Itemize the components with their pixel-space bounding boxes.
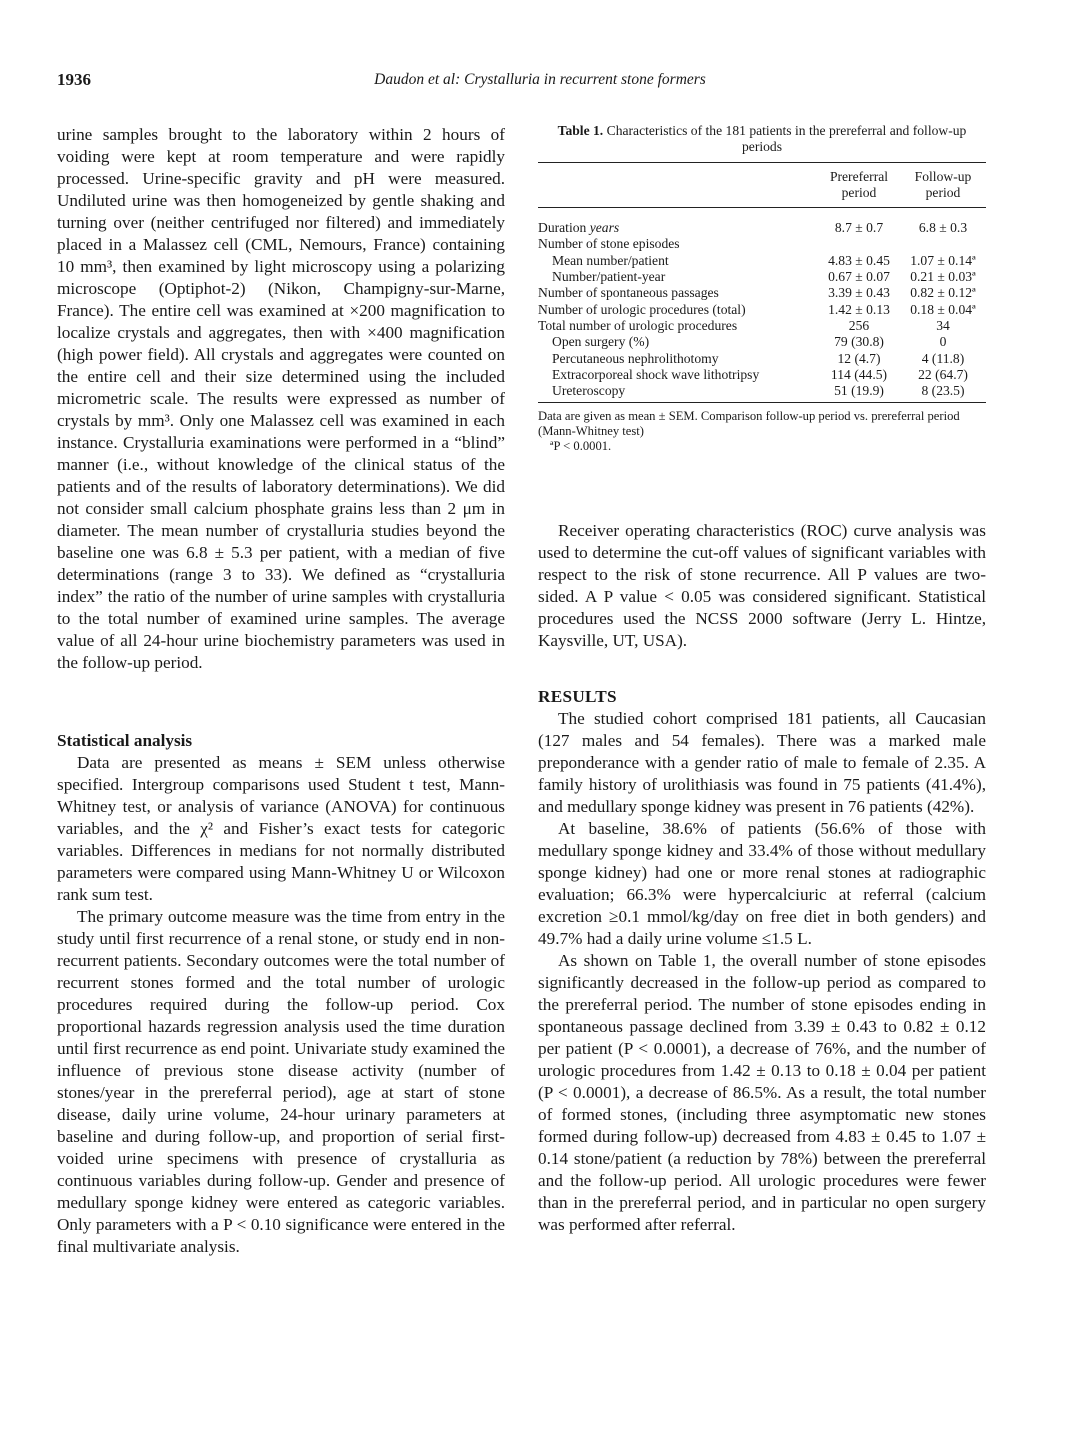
row-pre-value: 8.7 ± 0.7 [834, 220, 884, 236]
row-post-value: 8 (23.5) [921, 383, 965, 399]
row-label: Number of urologic procedures (total) [538, 301, 746, 317]
paragraph-results-1: The studied cohort comprised 181 patients, all Caucasian (127 males and 54 females). There was a marked male preponderance with a gender ratio of male to female of 2.35. A family history of urolithiasis was found in 75 patients (41.4%), and medullary sponge kidney was present in 76 patients (42%). [538, 709, 986, 816]
row-post-value: 1.07 ± 0.14ª [910, 252, 976, 268]
table-row [538, 351, 986, 367]
table-row [538, 269, 986, 285]
heading-results: RESULTS [538, 687, 617, 706]
table-row [538, 285, 986, 301]
paragraph-roc: Receiver operating characteristics (ROC) curve analysis was used to determine the cut-off values of significant variables with respect to the risk of stone recurrence. All P values are two-sided. A P value < 0.05 was considered significant. Statistical procedures used the NCSS 2000 software (Jerry L. Hintze, Kaysville, UT, USA). [538, 521, 986, 650]
row-label: Total number of urologic procedures [538, 317, 738, 333]
subheading-statistical-analysis: Statistical analysis [57, 731, 193, 750]
paragraph-statistics-2: The primary outcome measure was the time from entry in the study until first recurrence of a renal stone, or study end in non-recurrent patients. Secondary outcomes were the total number of recurrent stones formed and the total number of urologic procedures required during the follow-up period. Cox proportional hazards regression analysis used the time duration until first recurrence as end point. Univariate study examined the influence of previous stone disease activity (number of stones/year in the prereferral period), age at start of stone disease, daily urine volume, 24-hour urinary parameters at baseline and during follow-up, and proportion of serial first-voided urine specimens with presence of crystalluria as continuous variables during follow-up. Gender and presence of medullary sponge kidney were entered as categoric variables. Only parameters with a P < 0.10 significance were entered in the final multivariate analysis. [57, 907, 505, 1256]
row-label: Percutaneous nephrolithotomy [552, 350, 719, 366]
table-footnote [538, 409, 986, 454]
table-row [538, 253, 986, 269]
row-post-value: 0 [939, 334, 947, 350]
row-pre-value [818, 236, 900, 252]
row-pre-value: 1.42 ± 0.13 [828, 301, 890, 317]
table-footnote-a: ªP < 0.0001. [550, 439, 612, 454]
table-1 [538, 123, 986, 454]
paragraph-results-2: At baseline, 38.6% of patients (56.6% of those with medullary sponge kidney and 33.4% of those without medullary sponge kidney) had one or more renal stones at radiographic evaluation; 66.3% were hypercalciuric at referral (calcium excretion ≥0.1 mmol/kg/day on free diet in both genders) and 49.7% had a daily urine volume ≤1.5 L. [538, 819, 986, 948]
table-row [538, 334, 986, 350]
row-label: Mean number/patient [552, 252, 669, 268]
row-label: Number/patient-year [552, 269, 666, 285]
table-header-prereferral: Prereferral period [818, 162, 900, 208]
page-number: 1936 [57, 70, 91, 89]
table-label: Table 1. [557, 123, 604, 138]
row-pre-value: 79 (30.8) [834, 334, 884, 350]
table-caption [538, 123, 986, 156]
left-column [57, 124, 505, 1258]
row-pre-value: 51 (19.9) [834, 383, 884, 399]
table-caption-text: Characteristics of the 181 patients in the prereferral and follow-up periods [606, 123, 967, 155]
table-row [538, 367, 986, 383]
row-post-value [900, 236, 986, 252]
row-label: Open surgery (%) [552, 334, 650, 350]
row-post-value: 0.18 ± 0.04ª [910, 301, 976, 317]
row-label: Number of spontaneous passages [538, 285, 719, 301]
row-post-value: 6.8 ± 0.3 [918, 220, 968, 236]
row-post-value: 4 (11.8) [921, 350, 965, 366]
table-row [538, 208, 986, 237]
characteristics-table [538, 162, 986, 404]
table-row [538, 302, 986, 318]
row-post-value: 0.82 ± 0.12ª [910, 285, 976, 301]
row-label: Duration years [538, 220, 620, 236]
row-pre-value: 12 (4.7) [837, 350, 881, 366]
row-pre-value: 256 [848, 317, 870, 333]
table-header-follow-up: Follow-up period [900, 162, 986, 208]
row-post-value: 34 [936, 317, 950, 333]
row-pre-value: 3.39 ± 0.43 [828, 285, 890, 301]
table-footnote-text: Data are given as mean ± SEM. Comparison follow-up period vs. prereferral period (Mann-Whitney test) [538, 409, 960, 439]
paragraph-statistics-1: Data are presented as means ± SEM unless otherwise specified. Intergroup comparisons used Student t test, Mann-Whitney test, or analysis of variance (ANOVA) for continuous variables, and the χ² and Fisher’s exact tests for categoric variables. Differences in medians for not normally distributed parameters were compared using Mann-Whitney U or Wilcoxon rank sum test. [57, 753, 505, 904]
row-post-value: 22 (64.7) [918, 366, 968, 382]
paragraph-methods-crystalluria: urine samples brought to the laboratory within 2 hours of voiding were kept at room temperature and were rapidly processed. Urine-specific gravity and pH were measured. Undiluted urine was then homogeneized by gentle shaking and turning over (neither centrifuged nor filtered) and immediately placed in a Malassez cell (CML, Nemours, France) containing 10 mm³, then examined by light microscopy using a polarizing microscope (Optiphot-2) (Nikon, Champigny-sur-Marne, France). The entire cell was examined at ×200 magnification to localize crystals and aggregates, then with ×400 magnification (high power field). All crystals and aggregates were counted on the entire cell and their size determined using the included micrometric scale. The results were expressed as number of crystals by mm³. Only one Malassez cell was examined in each instance. Crystalluria examinations were performed in a “blind” manner (i.e., without knowledge of the clinical status of the patients and of the results of laboratory determinations). We did not consider small calcium phosphate grains less than 2 μm in diameter. The mean number of crystalluria studies beyond the baseline one was 6.8 ± 5.3 per patient, with a median of five determinations (range 3 to 33). We defined as “crystalluria index” the ratio of the number of urine samples with crystalluria to the total number of examined urine samples. The average value of all 24-hour urine biochemistry parameters was used in the follow-up period. [57, 125, 505, 672]
row-pre-value: 4.83 ± 0.45 [828, 252, 890, 268]
table-row [538, 236, 986, 252]
table-row [538, 383, 986, 403]
row-pre-value: 114 (44.5) [830, 366, 888, 382]
row-label: Extracorporeal shock wave lithotripsy [552, 366, 760, 382]
row-label: Number of stone episodes [538, 236, 680, 252]
table-header-blank [538, 162, 818, 208]
row-post-value: 0.21 ± 0.03ª [910, 269, 976, 285]
paragraph-results-3: As shown on Table 1, the overall number of stone episodes significantly decreased in the follow-up period as compared to the prereferral period. The number of stone episodes ending in spontaneous passage declined from 3.39 ± 0.43 to 0.82 ± 0.12 per patient (P < 0.0001), a decrease of 76%, and the number of urologic procedures from 1.42 ± 0.13 to 0.18 ± 0.04 per patient (P < 0.0001), a decrease of 86.5%. As a result, the total number of formed stones, (including three asymptomatic new stones formed during follow-up) decreased from 4.83 ± 0.45 to 1.07 ± 0.14 stone/patient (a reduction by 78%) between the prereferral and the follow-up period. All urologic procedures were fewer than in the prereferral period, and in particular no open surgery was performed after referral. [538, 951, 986, 1234]
row-pre-value: 0.67 ± 0.07 [828, 269, 890, 285]
row-label: Ureteroscopy [552, 383, 626, 399]
running-title: Daudon et al: Crystalluria in recurrent stone formers [374, 71, 706, 88]
table-row [538, 318, 986, 334]
right-column [538, 520, 986, 1236]
